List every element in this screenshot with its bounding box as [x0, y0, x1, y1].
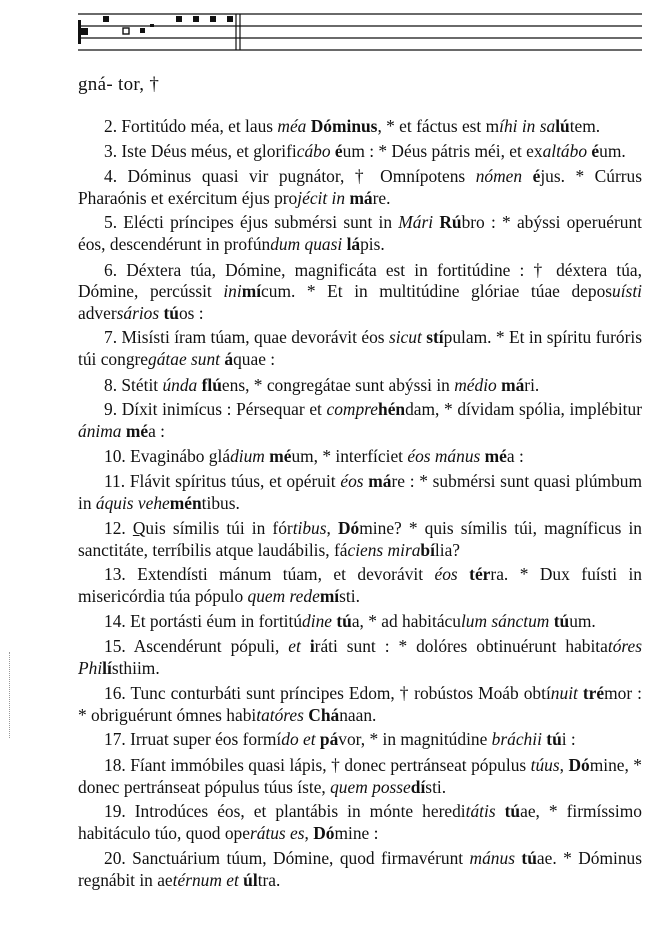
verse-text: Fortitúdo méa, et laus méa Dóminus, * et fáctus est míhi in salútem. — [121, 116, 601, 136]
psalm-verses — [78, 116, 642, 895]
verse — [78, 141, 642, 163]
verse-text: Díxit inimícus : Pérsequar et comprehéndam, * dívidam spólia, implébitur ánima méa : — [78, 399, 642, 441]
verse-number: 17. — [104, 729, 131, 750]
verse — [78, 446, 642, 468]
verse-text: Quis símilis túi in fórtibus, Dómine? * quis símilis túi, magníficus in sanctitáte, terríbilis atque laudábilis, fáciens mirabília? — [78, 518, 642, 560]
verse-text: Fíant immóbiles quasi lápis, † donec pertránseat pópulus túus, Dómine, * donec pertránseat pópulus túus íste, quem possedísti. — [78, 755, 642, 797]
verse-text: Déxtera túa, Dómine, magnificáta est in fortitúdine : † déxtera túa, Dómine, percússit inimícum. * Et in multitúdine glóriae túae deposuísti adversários túos : — [78, 259, 642, 323]
verse-text: Misísti íram túam, quae devorávit éos sicut stípulam. * Et in spíritu furóris túi congregátae sunt áquae : — [78, 327, 643, 369]
note-icon — [140, 28, 145, 33]
verse — [78, 212, 642, 255]
verse — [78, 375, 642, 397]
clef-icon — [81, 28, 88, 35]
verse — [78, 327, 642, 370]
verse-text: Evaginábo gládium méum, * interfíciet éos mánus méa : — [130, 446, 524, 467]
verse — [78, 260, 642, 325]
verse-text: Tunc conturbáti sunt príncipes Edom, † robústos Moáb obtínuit trémor : * obriguérunt ómnes habitatóres Chánaan. — [78, 683, 642, 725]
note-icon — [150, 24, 154, 27]
verse — [78, 611, 642, 633]
neumes — [78, 16, 233, 44]
verse-number: 2. — [104, 116, 122, 136]
note-icon — [193, 16, 199, 22]
verse — [78, 166, 642, 209]
verse-number: 15. — [104, 636, 134, 657]
verse-number: 20. — [104, 848, 133, 869]
note-icon — [176, 16, 182, 22]
verse-number: 7. — [104, 327, 122, 348]
verse-text: Et portásti éum in fortitúdine túa, * ad habitáculum sánctum túum. — [130, 611, 596, 632]
verse-number: 4. — [104, 166, 128, 187]
verse — [78, 564, 642, 607]
verse — [78, 518, 642, 561]
verse-number: 18. — [104, 755, 131, 776]
clef-icon — [78, 20, 81, 44]
verse-number: 14. — [104, 611, 131, 632]
verse-text: Ascendérunt pópuli, et iráti sunt : * dolóres obtinuérunt habitatóres Philísthiim. — [78, 636, 642, 678]
note-icon — [210, 16, 216, 22]
verse-number: 11. — [104, 470, 130, 491]
verse — [78, 683, 642, 726]
verse — [78, 801, 642, 844]
verse-number: 13. — [104, 564, 138, 585]
verse-number: 6. — [104, 259, 127, 280]
verse — [78, 755, 642, 798]
verse — [78, 116, 642, 138]
verse-number: 10. — [104, 446, 131, 467]
verse — [78, 471, 642, 514]
verse-number: 19. — [104, 801, 135, 822]
verse-number: 8. — [104, 374, 122, 395]
verse-text: Introdúces éos, et plantábis in mónte hereditátis túae, * firmíssimo habitáculo túo, quod operátus es, Dómine : — [78, 801, 642, 843]
page-edge-mark — [9, 652, 11, 738]
chant-lyric: gná- tor, † — [78, 74, 160, 95]
chant-staff — [78, 10, 642, 54]
verse-number: 9. — [104, 399, 122, 420]
note-icon — [123, 28, 129, 34]
verse — [78, 848, 642, 891]
verse-number: 16. — [104, 683, 131, 704]
note-icon — [103, 16, 109, 22]
verse-number: 5. — [104, 212, 124, 233]
verse-text: Extendísti mánum túam, et devorávit éos térra. * Dux fuísti in misericórdia túa pópulo quem redemísti. — [78, 564, 643, 606]
verse-text: Sanctuárium túum, Dómine, quod firmavérunt mánus túae. * Dóminus regnábit in aetérnum et últra. — [78, 848, 642, 890]
verse-text: Flávit spíritus túus, et opéruit éos máre : * submérsi sunt quasi plúmbum in áquis veheméntibus. — [78, 470, 642, 513]
verse-text: Irruat super éos formído et pávor, * in magnitúdine bráchii túi : — [130, 729, 576, 750]
verse — [78, 729, 642, 751]
verse — [78, 636, 642, 679]
note-icon — [227, 16, 233, 22]
verse-text: Dóminus quasi vir pugnátor, † Omnípotens nómen éjus. * Cúrrus Pharaónis et exércitum éjus projécit in máre. — [78, 166, 642, 208]
verse-text: Iste Déus méus, et glorificábo éum : * Déus pátris méi, et exaltábo éum. — [121, 140, 626, 161]
verse — [78, 399, 642, 442]
verse-text: Stétit únda flúens, * congregátae sunt abýssi in médio mári. — [121, 374, 540, 395]
verse-text: Elécti príncipes éjus submérsi sunt in Mári Rúbro : * abýssi operuérunt éos, descendérunt in profúndum quasi lápis. — [78, 212, 642, 254]
verse-number: 3. — [104, 140, 122, 161]
verse-number: 12. — [104, 518, 133, 539]
